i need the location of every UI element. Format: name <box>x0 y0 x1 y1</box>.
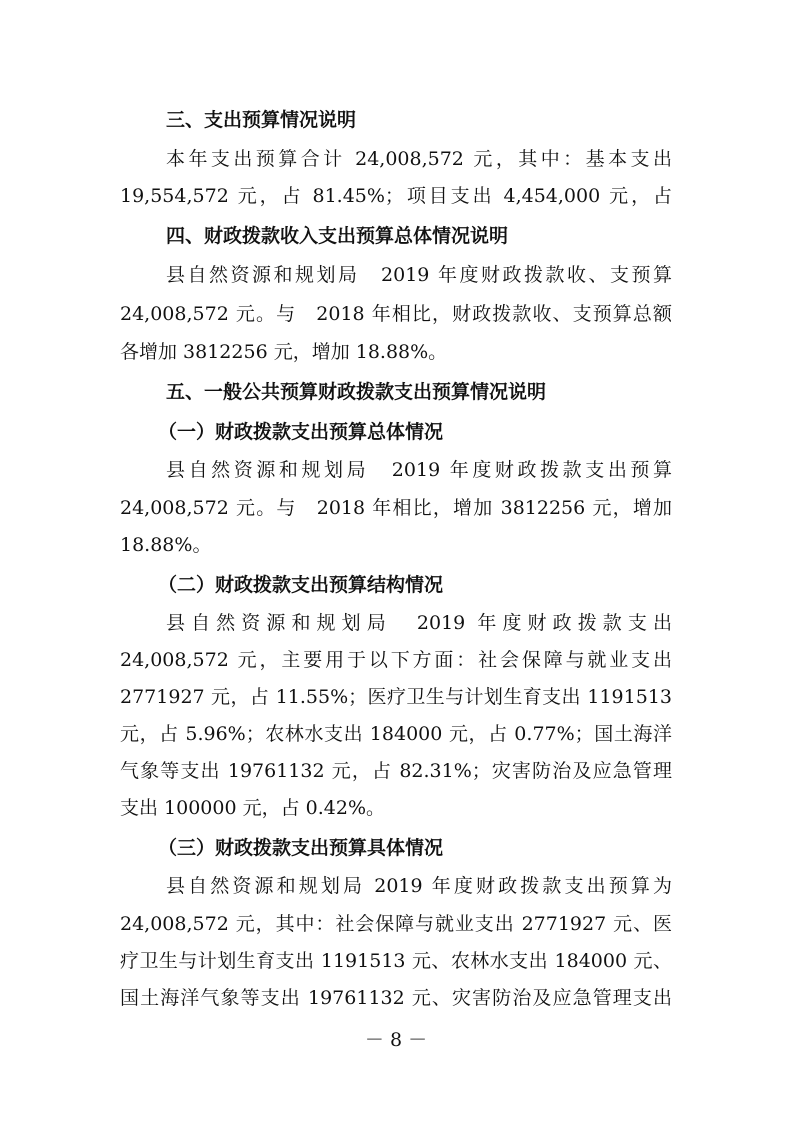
subsection-two-paragraph-line: 气象等支出 19761132 元，占 82.31%；灾害防治及应急管理 <box>120 760 672 782</box>
section-three-paragraph-line: 本年支出预算合计 24,008,572 元，其中：基本支出 <box>166 148 672 170</box>
subsection-three-paragraph-line: 24,008,572 元，其中：社会保障与就业支出 2771927 元、医 <box>120 913 672 935</box>
subsection-three-paragraph-line: 县自然资源和规划局 2019 年度财政拨款支出预算为 <box>166 875 672 897</box>
subsection-two-heading: （二）财政拨款支出预算结构情况 <box>158 574 444 596</box>
page-number: － 8 － <box>364 1029 428 1051</box>
subsection-one-paragraph-line: 县自然资源和规划局 2019 年度财政拨款支出预算 <box>166 459 672 481</box>
subsection-three-paragraph-line: 国土海洋气象等支出 19761132 元、灾害防治及应急管理支出 <box>120 987 672 1009</box>
subsection-two-paragraph-line: 24,008,572 元，主要用于以下方面：社会保障与就业支出 <box>120 649 672 671</box>
subsection-two-paragraph-line: 县自然资源和规划局 2019 年度财政拨款支出 <box>166 612 672 634</box>
section-four-paragraph-line: 24,008,572 元。与 2018 年相比，财政拨款收、支预算总额 <box>120 303 672 325</box>
subsection-two-paragraph-line: 2771927 元，占 11.55%；医疗卫生与计划生育支出 1191513 <box>120 686 672 708</box>
section-five-heading: 五、一般公共预算财政拨款支出预算情况说明 <box>166 381 547 403</box>
section-three-paragraph-line: 19,554,572 元，占 81.45%；项目支出 4,454,000 元，占 <box>120 185 672 207</box>
subsection-two-paragraph-line: 元，占 5.96%；农林水支出 184000 元，占 0.77%；国土海洋 <box>120 723 672 745</box>
section-three-heading: 三、支出预算情况说明 <box>166 109 357 131</box>
section-four-heading: 四、财政拨款收入支出预算总体情况说明 <box>166 225 509 247</box>
subsection-one-paragraph-line: 24,008,572 元。与 2018 年相比，增加 3812256 元，增加 <box>120 497 672 519</box>
subsection-one-heading: （一）财政拨款支出预算总体情况 <box>158 421 444 443</box>
subsection-three-paragraph-line: 疗卫生与计划生育支出 1191513 元、农林水支出 184000 元、 <box>120 950 672 972</box>
subsection-three-heading: （三）财政拨款支出预算具体情况 <box>158 837 444 859</box>
subsection-two-paragraph-line: 支出 100000 元，占 0.42%。 <box>120 797 386 819</box>
section-four-paragraph-line: 各增加 3812256 元，增加 18.88%。 <box>120 341 448 363</box>
subsection-one-paragraph-line: 18.88%。 <box>120 534 212 556</box>
section-four-paragraph-line: 县自然资源和规划局 2019 年度财政拨款收、支预算 <box>166 264 672 286</box>
